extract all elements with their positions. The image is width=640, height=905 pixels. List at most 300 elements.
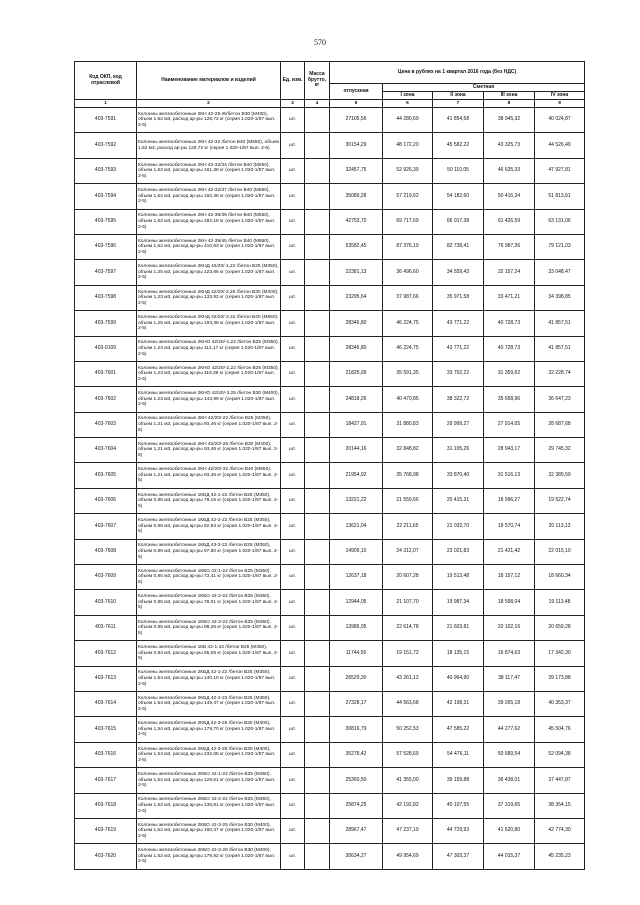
row-zone-1-price: 52 926,39: [383, 158, 433, 183]
page-number: 570: [314, 38, 326, 47]
row-zone-3-price: 76 987,36: [484, 234, 535, 259]
row-zone-4-price: 19 113,48: [535, 590, 585, 615]
row-code: 403-0109: [75, 336, 137, 361]
row-zone-2-price: 35 971,58: [433, 285, 484, 310]
table-row: [75, 311, 585, 336]
row-zone-2-price: 29 999,27: [433, 412, 484, 437]
row-zone-3-price: 38 945,32: [484, 108, 535, 133]
row-zone-2-price: 33 702,22: [433, 361, 484, 386]
row-zone-2-price: 33 870,40: [433, 463, 484, 488]
row-zone-3-price: 31 516,13: [484, 463, 535, 488]
row-zone-3-price: 46 635,33: [484, 158, 535, 183]
row-zone-1-price: 41 355,00: [383, 768, 433, 793]
table-row: [75, 514, 585, 539]
row-name: Колонны железобетонные 2КН 42/20/-22 /бетон В25 (М350), объем 1,21 м3, расход ар-ры 93,46 кг (серия 1.020-1/87 вып. 2-5): [137, 412, 281, 437]
row-zone-4-price: 45 235,23: [535, 844, 585, 869]
row-unit: шт.: [281, 260, 305, 285]
row-unit: шт.: [281, 565, 305, 590]
row-zone-3-price: 32 157,24: [484, 260, 535, 285]
row-zone-3-price: 31 359,62: [484, 361, 535, 386]
row-mass: [305, 514, 330, 539]
row-zone-4-price: 20 113,13: [535, 514, 585, 539]
column-number: 6: [383, 100, 433, 108]
row-name: Колонны железобетонные 2КН 42-36/39 /бетон В40 (М550), объем 1,62 м3, расход ар-ры 282,18 кг (серия 1.020-1/87 вып. 2-5): [137, 209, 281, 234]
row-mass: [305, 438, 330, 463]
row-unit: шт.: [281, 793, 305, 818]
row-zone-1-price: 35 768,98: [383, 463, 433, 488]
row-release-price: 21954,92: [330, 463, 383, 488]
row-zone-1-price: 57 528,69: [383, 742, 433, 767]
row-zone-3-price: 44 277,62: [484, 717, 535, 742]
row-zone-4-price: 51 813,61: [535, 184, 585, 209]
row-zone-1-price: 37 987,66: [383, 285, 433, 310]
row-mass: [305, 336, 330, 361]
row-zone-1-price: 69 717,69: [383, 209, 433, 234]
row-code: 403-7603: [75, 412, 137, 437]
header-unit: Ед. изм.: [281, 62, 305, 100]
row-zone-4-price: 39 173,88: [535, 666, 585, 691]
row-zone-4-price: 33 048,47: [535, 260, 585, 285]
row-name: Колонны железобетонные 2КН 42-25-Ж/бетон В30 (М400), объем 1,62 м3, расход ар-ры 128,72 кг (серия 1.020-1/87 вып. 2-5): [137, 108, 281, 133]
row-name: Колонны железобетонные 2КН 42-39/45 /бетон В40 (М550), объем 1,62 м3, расход ар-ры 410,63 кг (серия 1.020-1/87 вып. 2-5): [137, 234, 281, 259]
row-code: 403-7617: [75, 768, 137, 793]
row-zone-1-price: 46 224,75: [383, 336, 433, 361]
row-zone-2-price: 50 110,05: [433, 158, 484, 183]
row-release-price: 22381,13: [330, 260, 383, 285]
row-zone-3-price: 38 117,47: [484, 666, 535, 691]
header-zone-1: I зона: [383, 92, 433, 100]
row-unit: шт.: [281, 666, 305, 691]
row-unit: шт.: [281, 158, 305, 183]
row-zone-1-price: 87 376,19: [383, 234, 433, 259]
row-code: 403-7598: [75, 285, 137, 310]
table-row: [75, 717, 585, 742]
row-zone-4-price: 63 131,06: [535, 209, 585, 234]
row-zone-4-price: 45 504,76: [535, 717, 585, 742]
row-zone-1-price: 48 172,20: [383, 133, 433, 158]
row-zone-1-price: 44 563,68: [383, 691, 433, 716]
table-row: [75, 158, 585, 183]
row-mass: [305, 260, 330, 285]
table-row: [75, 184, 585, 209]
row-name: Колонны железобетонные 1КБ 42-1-22 /бетон В25 (М350), объем 0,84 м3, расход ар-ры 65,05 кг (серия 1.020-1/87 вып. 2-5): [137, 641, 281, 666]
row-zone-3-price: 20 102,16: [484, 615, 535, 640]
row-zone-2-price: 20 415,31: [433, 488, 484, 513]
row-zone-1-price: 42 192,82: [383, 793, 433, 818]
row-mass: [305, 285, 330, 310]
row-unit: шт.: [281, 641, 305, 666]
table-row: [75, 793, 585, 818]
header-estimate-price: Сметная: [383, 84, 585, 92]
row-zone-1-price: 35 591,35: [383, 361, 433, 386]
row-zone-1-price: 40 470,85: [383, 387, 433, 412]
row-name: Колонны железобетонные 2КНО 42/20/-1,22 /бетон В25 (М350), объем 1,23 м3, расход ар-ры 112,17 кг (серия 1.020-1/87 вып. 2-5): [137, 336, 281, 361]
row-release-price: 30154,29: [330, 133, 383, 158]
header-mass: Масса брутто, кг: [305, 62, 330, 100]
row-zone-4-price: 79 121,03: [535, 234, 585, 259]
row-zone-4-price: 20 659,28: [535, 615, 585, 640]
row-release-price: 20144,16: [330, 438, 383, 463]
row-zone-3-price: 16 874,63: [484, 641, 535, 666]
row-zone-4-price: 38 354,15: [535, 793, 585, 818]
row-zone-1-price: 47 237,19: [383, 818, 433, 843]
row-unit: шт.: [281, 539, 305, 564]
row-code: 403-7615: [75, 717, 137, 742]
row-name: Колонны железобетонные 2КНД 42/20/-3,32 /бетон В40 (М550), объем 1,25 м3, расход ар-ры 193,38 кг (серия 1.020-1/87 вып. 2-5): [137, 311, 281, 336]
row-release-price: 23295,64: [330, 285, 383, 310]
row-code: 403-7591: [75, 108, 137, 133]
row-release-price: 11744,56: [330, 641, 383, 666]
row-zone-2-price: 23 021,83: [433, 539, 484, 564]
row-unit: шт.: [281, 285, 305, 310]
table-row: [75, 387, 585, 412]
table-row: [75, 438, 585, 463]
table-row: [75, 463, 585, 488]
row-code: 403-7606: [75, 488, 137, 513]
row-zone-3-price: 44 015,37: [484, 844, 535, 869]
row-zone-4-price: 17 342,30: [535, 641, 585, 666]
row-mass: [305, 311, 330, 336]
row-name: Колонны железобетонные 1КБО 42-2-22 /бетон В25 (М350), объем 0,85 м3, расход ар-ры 78,01 кг (серия 1.020-1/87 вып. 2-5): [137, 590, 281, 615]
table-row: [75, 818, 585, 843]
row-zone-4-price: 29 745,32: [535, 438, 585, 463]
row-mass: [305, 108, 330, 133]
row-release-price: 12637,18: [330, 565, 383, 590]
row-zone-2-price: 54 182,60: [433, 184, 484, 209]
row-mass: [305, 615, 330, 640]
row-mass: [305, 590, 330, 615]
row-mass: [305, 412, 330, 437]
row-zone-4-price: 28 687,68: [535, 412, 585, 437]
row-name: Колонны железобетонные 1КБД 42-2-22 /бетон В25 (М350), объем 0,86 м3, расход ар-ры 82,94 кг (серия 1.020-1/87 вып. 2-5): [137, 514, 281, 539]
row-mass: [305, 209, 330, 234]
row-zone-4-price: 40 024,87: [535, 108, 585, 133]
row-release-price: 32457,75: [330, 158, 383, 183]
row-zone-2-price: 40 107,55: [433, 793, 484, 818]
row-code: 403-7610: [75, 590, 137, 615]
row-zone-1-price: 21 107,70: [383, 590, 433, 615]
row-mass: [305, 234, 330, 259]
row-unit: шт.: [281, 463, 305, 488]
row-release-price: 28346,80: [330, 336, 383, 361]
row-zone-4-price: 36 647,23: [535, 387, 585, 412]
column-number: 2: [137, 100, 281, 108]
row-release-price: 27105,56: [330, 108, 383, 133]
row-unit: шт.: [281, 438, 305, 463]
row-release-price: 13221,22: [330, 488, 383, 513]
row-unit: шт.: [281, 488, 305, 513]
row-zone-2-price: 39 159,88: [433, 768, 484, 793]
row-name: Колонны железобетонные 2КБО 42-3-28 /бетон В30 (М400), объем 1,52 м3, расход ар-ры 179,92 кг (серия 1.020-1/87 вып. 2-5): [137, 844, 281, 869]
row-mass: [305, 641, 330, 666]
row-code: 403-7602: [75, 387, 137, 412]
row-zone-3-price: 35 658,96: [484, 387, 535, 412]
table-row: [75, 539, 585, 564]
row-name: Колонны железобетонные 2КНО 42/20/-3,25 /бетон В30 (М400), объем 1,23 м3, расход ар-ры 143,99 кг (серия 1.020-1/87 вып. 2-5): [137, 387, 281, 412]
row-zone-1-price: 36 496,60: [383, 260, 433, 285]
row-release-price: 24818,26: [330, 387, 383, 412]
row-zone-2-price: 47 585,22: [433, 717, 484, 742]
column-number: 4: [305, 100, 330, 108]
row-zone-2-price: 40 964,90: [433, 666, 484, 691]
row-mass: [305, 666, 330, 691]
row-zone-3-price: 18 157,12: [484, 565, 535, 590]
column-number: 8: [484, 100, 535, 108]
row-zone-2-price: 43 771,22: [433, 336, 484, 361]
table-row: [75, 234, 585, 259]
table-row: [75, 488, 585, 513]
row-zone-1-price: 44 280,69: [383, 108, 433, 133]
table-row: [75, 336, 585, 361]
row-zone-4-price: 22 015,10: [535, 539, 585, 564]
row-code: 403-7593: [75, 158, 137, 183]
row-release-price: 42753,70: [330, 209, 383, 234]
row-zone-2-price: 31 105,26: [433, 438, 484, 463]
row-mass: [305, 387, 330, 412]
row-release-price: 35278,42: [330, 742, 383, 767]
row-zone-4-price: 52 094,38: [535, 742, 585, 767]
row-zone-1-price: 50 252,53: [383, 717, 433, 742]
row-zone-2-price: 82 738,41: [433, 234, 484, 259]
row-zone-1-price: 20 607,28: [383, 565, 433, 590]
row-mass: [305, 818, 330, 843]
row-mass: [305, 488, 330, 513]
row-zone-1-price: 57 219,62: [383, 184, 433, 209]
row-code: 403-7611: [75, 615, 137, 640]
column-number-row: [75, 100, 585, 108]
row-release-price: 26529,30: [330, 666, 383, 691]
row-mass: [305, 184, 330, 209]
row-name: Колонны железобетонные 2КН 42-32/34 /бетон В40 (М550), объем 1,62 м3, расход ар-ры 161,38 кг (серия 1.020-1/87 вып. 2-5): [137, 158, 281, 183]
row-zone-3-price: 36 438,01: [484, 768, 535, 793]
row-release-price: 28967,47: [330, 818, 383, 843]
table-row: [75, 615, 585, 640]
column-number: 3: [281, 100, 305, 108]
row-unit: шт.: [281, 514, 305, 539]
column-number: 9: [535, 100, 585, 108]
table-row: [75, 260, 585, 285]
row-code: 403-7597: [75, 260, 137, 285]
row-unit: шт.: [281, 768, 305, 793]
row-zone-2-price: 19 513,48: [433, 565, 484, 590]
row-zone-3-price: 41 620,80: [484, 818, 535, 843]
row-name: Колонны железобетонные 2КБД 42-2-22 /бетон В25 (М350), объем 1,54 м3, расход ар-ры 149,47 кг (серия 1.020-1/87 вып. 2-5): [137, 691, 281, 716]
table-row: [75, 108, 585, 133]
row-release-price: 53582,45: [330, 234, 383, 259]
row-zone-4-price: 40 353,37: [535, 691, 585, 716]
row-code: 403-7601: [75, 361, 137, 386]
row-name: Колонны железобетонные 2КБО 42-3-25 /бетон В30 (М400), объем 1,52 м3, расход ар-ры 160,37 кг (серия 1.020-1/87 вып. 2-5): [137, 818, 281, 843]
row-zone-2-price: 45 582,22: [433, 133, 484, 158]
row-mass: [305, 158, 330, 183]
row-unit: шт.: [281, 361, 305, 386]
row-code: 403-7599: [75, 311, 137, 336]
row-mass: [305, 768, 330, 793]
row-release-price: 13621,04: [330, 514, 383, 539]
table-row: [75, 768, 585, 793]
row-release-price: 12944,05: [330, 590, 383, 615]
header-zone-4: IV зона: [535, 92, 585, 100]
row-mass: [305, 793, 330, 818]
row-zone-1-price: 22 614,78: [383, 615, 433, 640]
row-name: Колонны железобетонные 2КНО 42/20/-2,22 /бетон В25 (М350), объем 1,23 м3, расход ар-ры 119,38 кг (серия 1.020-1/87 вып. 2-5): [137, 361, 281, 386]
row-code: 403-7607: [75, 514, 137, 539]
table-row: [75, 565, 585, 590]
row-code: 403-7604: [75, 438, 137, 463]
row-code: 403-7609: [75, 565, 137, 590]
price-table: [74, 61, 585, 870]
row-release-price: 30634,27: [330, 844, 383, 869]
row-zone-3-price: 39 265,18: [484, 691, 535, 716]
table-row: [75, 742, 585, 767]
row-code: 403-7620: [75, 844, 137, 869]
row-zone-3-price: 18 996,27: [484, 488, 535, 513]
row-code: 403-7608: [75, 539, 137, 564]
row-release-price: 28346,80: [330, 311, 383, 336]
row-unit: шт.: [281, 615, 305, 640]
row-unit: шт.: [281, 590, 305, 615]
row-unit: шт.: [281, 742, 305, 767]
row-zone-3-price: 19 570,74: [484, 514, 535, 539]
column-number: 1: [75, 100, 137, 108]
row-name: Колонны железобетонные 2КНД 42/20/-2,25 /бетон В30 (М400), объем 1,23 м3, расход ар-ры 133,92 кг (серия 1.020-1/87 вып. 2-5): [137, 285, 281, 310]
header-name: Наименование материалов и изделий: [137, 62, 281, 100]
row-zone-3-price: 50 689,54: [484, 742, 535, 767]
row-name: Колонны железобетонные 2КБД 42-3-28 /бетон В30 (М400), объем 1,54 м3, расход ар-ры 232,05 кг (серия 1.020-1/87 вып. 2-5): [137, 742, 281, 767]
row-mass: [305, 133, 330, 158]
column-number: 5: [330, 100, 383, 108]
header-zone-2: II зона: [433, 92, 484, 100]
table-row: [75, 666, 585, 691]
table-row: [75, 691, 585, 716]
row-zone-4-price: 37 447,87: [535, 768, 585, 793]
row-zone-4-price: 32 389,59: [535, 463, 585, 488]
row-zone-2-price: 47 303,37: [433, 844, 484, 869]
row-zone-3-price: 37 319,65: [484, 793, 535, 818]
row-zone-3-price: 33 471,21: [484, 285, 535, 310]
row-zone-3-price: 28 943,17: [484, 438, 535, 463]
row-code: 403-7596: [75, 234, 137, 259]
row-name: Колонны железобетонные 2КН 42-32 /бетон В40 (М550), объем 1,62 м3, расход ар-ры 128,72 кг (серия 1.020-1/87 вып. 2-5): [137, 133, 281, 158]
row-release-price: 25874,25: [330, 793, 383, 818]
table-row: [75, 361, 585, 386]
row-mass: [305, 742, 330, 767]
row-zone-1-price: 43 261,12: [383, 666, 433, 691]
row-zone-4-price: 18 660,34: [535, 565, 585, 590]
row-zone-2-price: 34 559,43: [433, 260, 484, 285]
row-mass: [305, 717, 330, 742]
row-mass: [305, 361, 330, 386]
row-code: 403-7616: [75, 742, 137, 767]
column-number: 7: [433, 100, 484, 108]
row-zone-3-price: 18 598,04: [484, 590, 535, 615]
row-unit: шт.: [281, 818, 305, 843]
row-unit: шт.: [281, 234, 305, 259]
table-row: [75, 844, 585, 869]
row-zone-2-price: 41 854,58: [433, 108, 484, 133]
row-name: Колонны железобетонные 2КН 42-32/37 /бетон В40 (М550), объем 1,62 м3, расход ар-ры 192,36 кг (серия 1.020-1/87 вып. 2-5): [137, 184, 281, 209]
row-zone-3-price: 50 416,34: [484, 184, 535, 209]
row-zone-4-price: 19 522,74: [535, 488, 585, 513]
row-zone-4-price: 42 774,30: [535, 818, 585, 843]
row-zone-4-price: 32 228,74: [535, 361, 585, 386]
row-zone-1-price: 46 224,75: [383, 311, 433, 336]
row-mass: [305, 539, 330, 564]
row-code: 403-7594: [75, 184, 137, 209]
row-name: Колонны железобетонные 1КБО 42-1-22 /бетон В25 (М350), объем 0,85 м3, расход ар-ры 73,41 кг (серия 1.020-1/87 вып. 2-5): [137, 565, 281, 590]
row-name: Колонны железобетонные 2КБД 42-1-22 /бетон В25 (М350), объем 1,54 м3, расход ар-ры 140,10 кг (серия 1.020-1/87 вып. 2-5): [137, 666, 281, 691]
row-zone-4-price: 47 927,81: [535, 158, 585, 183]
row-zone-1-price: 32 848,82: [383, 438, 433, 463]
row-zone-1-price: 19 151,72: [383, 641, 433, 666]
row-name: Колонны железобетонные 2КН 42/20/-26 /бетон В30 (М400), объем 1,21 м3, расход ар-ры 93,46 кг (серия 1.020-1/87 вып. 2-5): [137, 438, 281, 463]
row-zone-2-price: 54 476,11: [433, 742, 484, 767]
row-code: 403-7592: [75, 133, 137, 158]
row-unit: шт.: [281, 717, 305, 742]
row-zone-4-price: 41 857,51: [535, 311, 585, 336]
row-release-price: 18427,91: [330, 412, 383, 437]
row-zone-1-price: 24 312,07: [383, 539, 433, 564]
row-zone-2-price: 42 198,31: [433, 691, 484, 716]
row-release-price: 13986,95: [330, 615, 383, 640]
row-release-price: 21825,99: [330, 361, 383, 386]
table-row: [75, 412, 585, 437]
row-unit: шт.: [281, 412, 305, 437]
row-name: Колонны железобетонные 2КБО 42-2-22 /бетон В25 (М350), объем 1,52 м3, расход ар-ры 135,81 кг (серия 1.020-1/87 вып. 2-5): [137, 793, 281, 818]
header-code: Код ОКП, код отраслевой: [75, 62, 137, 100]
row-zone-4-price: 44 526,49: [535, 133, 585, 158]
row-unit: шт.: [281, 108, 305, 133]
row-release-price: 14909,10: [330, 539, 383, 564]
row-release-price: 25360,50: [330, 768, 383, 793]
row-zone-3-price: 27 914,05: [484, 412, 535, 437]
row-mass: [305, 565, 330, 590]
row-name: Колонны железобетонные 1КБО 42-3-22 /бетон В25 (М350), объем 0,85 м3, расход ар-ры 88,26 кг (серия 1.020-1/87 вып. 2-5): [137, 615, 281, 640]
header-zone-3: III зона: [484, 92, 535, 100]
row-code: 403-7613: [75, 666, 137, 691]
row-zone-2-price: 21 032,70: [433, 514, 484, 539]
row-code: 403-7618: [75, 793, 137, 818]
row-name: Колонны железобетонные 1КБД 43-3-22 /бетон В25 (М350), объем 0,86 м3, расход ар-ры 97,80 кг (серия 1.020-1/87 вып. 2-5): [137, 539, 281, 564]
row-zone-4-price: 41 857,51: [535, 336, 585, 361]
row-mass: [305, 691, 330, 716]
row-zone-1-price: 21 559,66: [383, 488, 433, 513]
row-code: 403-7595: [75, 209, 137, 234]
row-zone-1-price: 49 954,69: [383, 844, 433, 869]
table-row: [75, 641, 585, 666]
row-zone-1-price: 31 880,83: [383, 412, 433, 437]
row-code: 403-7612: [75, 641, 137, 666]
header-release-price: отпускная: [330, 84, 383, 100]
table-row: [75, 133, 585, 158]
row-unit: шт.: [281, 133, 305, 158]
row-name: Колонны железобетонные 2КНД 42/20/-1,22 /бетон В25 (М350), объем 1,25 м3, расход ар-ры 123,66 кг (серия 1.020-1/87 вып. 2-5): [137, 260, 281, 285]
row-release-price: 35089,28: [330, 184, 383, 209]
row-name: Колонны железобетонные 2КБД 42-3-25 /бетон В30 (М400), объем 1,54 м3, расход ар-ры 179,70 кг (серия 1.020-1/87 вып. 2-5): [137, 717, 281, 742]
row-release-price: 30816,79: [330, 717, 383, 742]
row-zone-2-price: 44 729,93: [433, 818, 484, 843]
row-zone-2-price: 18 135,15: [433, 641, 484, 666]
row-name: Колонны железобетонные 2КН 42/20/-32 /бетон В40 (М550), объем 1,21 м3, расход ар-ры 93,46 кг (серия 1.020-1/87 вып. 2-5): [137, 463, 281, 488]
row-zone-2-price: 38 322,72: [433, 387, 484, 412]
row-zone-3-price: 61 426,59: [484, 209, 535, 234]
row-unit: шт.: [281, 209, 305, 234]
row-zone-2-price: 66 017,38: [433, 209, 484, 234]
row-zone-3-price: 21 421,42: [484, 539, 535, 564]
row-mass: [305, 463, 330, 488]
row-release-price: 27328,17: [330, 691, 383, 716]
row-zone-2-price: 19 987,34: [433, 590, 484, 615]
